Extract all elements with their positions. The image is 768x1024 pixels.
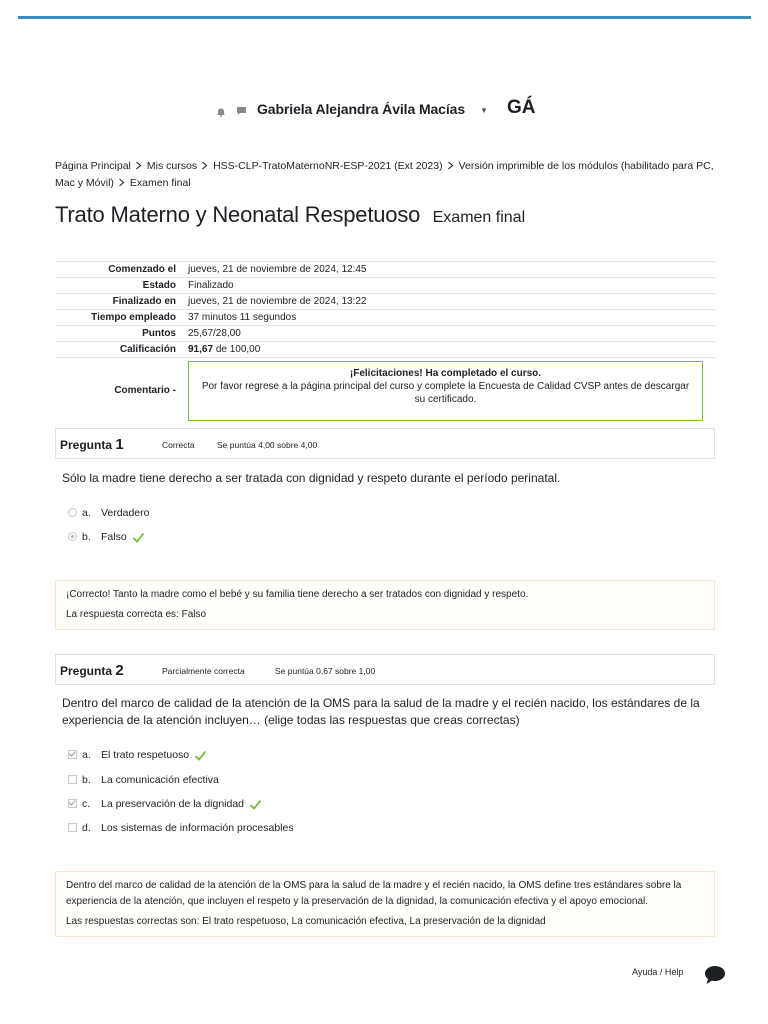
chevron-right-icon [134,161,143,170]
answer-text: El trato respetuoso [101,749,190,761]
help-link[interactable]: Ayuda / Help [632,967,684,977]
feedback-text: Dentro del marco de calidad de la atención de la OMS para la salud de la madre y el recién nacido, la OMS define tres estándares sobre la experiencia de la atención, que incluyen el respeto y la preservación de la dignidad, la comunicación efectiva y el apoyo emocional. [66,880,682,907]
answer-checkbox-checked[interactable] [68,799,77,808]
question-1-answer-a[interactable] [68,507,149,523]
question-2-feedback [55,871,715,937]
state-label: Estado [142,280,176,291]
comment-cell [182,358,715,424]
started-value: jueves, 21 de noviembre de 2024, 12:45 [188,264,367,275]
grade-cell [182,342,715,358]
question-state: Correcta [162,440,195,450]
answer-text: La preservación de la dignidad [101,798,245,810]
question-2-answer-a[interactable] [68,749,207,765]
breadcrumb-course[interactable]: HSS-CLP-TratoMaternoNR-ESP-2021 (Ext 2023) [213,160,443,172]
points-value: 25,67/28,00 [188,328,241,339]
breadcrumb-home[interactable]: Página Principal [55,160,131,172]
top-accent-bar [18,16,751,19]
comment-label: Comentario - [114,385,176,396]
page-title: Trato Materno y Neonatal Respetuoso [55,202,421,227]
question-2-answer-c[interactable] [68,798,262,814]
feedback-text: ¡Correcto! Tanto la madre como el bebé y su familia tiene derecho a ser tratados con dignidad y respeto. [66,589,529,600]
user-menu-name[interactable]: Gabriela Alejandra Ávila Macías [257,101,466,117]
answer-text: Verdadero [101,507,150,519]
answer-text: Los sistemas de información procesables [101,822,294,834]
comment-box [188,361,703,421]
answer-radio[interactable] [68,508,77,517]
started-label: Comenzado el [108,264,176,275]
chevron-right-icon [117,178,126,187]
answer-checkbox[interactable] [68,775,77,784]
breadcrumb-section[interactable]: Versión imprimible de los módulos (habilitado para PC, Mac y Móvil) [55,160,714,189]
check-icon [249,799,262,810]
question-word: Pregunta [60,664,113,678]
answer-letter: c. [82,798,91,810]
chat-icon[interactable] [236,103,247,121]
avatar[interactable]: GÁ [507,97,536,118]
check-icon [132,532,145,543]
summary-row-started [55,262,715,278]
answer-letter: b. [82,774,91,786]
answer-letter: b. [82,531,91,543]
breadcrumb-current[interactable]: Examen final [129,177,191,189]
summary-row-comment [55,358,715,424]
time-label: Tiempo empleado [91,312,176,323]
question-1-text: Sólo la madre tiene derecho a ser tratada con dignidad y respeto durante el período perinatal. [62,471,561,485]
finished-label: Finalizado en [112,296,176,307]
grade-suffix: de 100,00 [215,344,261,355]
chevron-right-icon [446,161,455,170]
comment-text: Por favor regrese a la página principal del curso y complete la Encuesta de Calidad CVSP antes de descargar su certificado. [201,381,690,405]
chevron-right-icon [200,161,209,170]
question-label [60,662,124,679]
chevron-down-icon[interactable]: ▼ [480,106,488,115]
time-value: 37 minutos 11 segundos [188,312,297,323]
attempt-summary-table [55,261,715,423]
summary-row-finished [55,294,715,310]
finished-value: jueves, 21 de noviembre de 2024, 13:22 [188,296,367,307]
summary-row-grade [55,342,715,358]
answer-letter: a. [82,749,91,761]
question-1-feedback [55,580,715,630]
summary-row-time [55,310,715,326]
page-heading [55,202,525,228]
question-grade: Se puntúa 4,00 sobre 4,00 [217,440,318,450]
summary-row-points [55,326,715,342]
check-icon [194,750,207,761]
answer-text: La comunicación efectiva [101,774,219,786]
state-value: Finalizado [188,280,234,291]
breadcrumb [55,158,725,192]
summary-row-state [55,278,715,294]
help-chat-icon[interactable] [703,964,727,991]
answer-checkbox[interactable] [68,823,77,832]
points-label: Puntos [142,328,176,339]
answer-radio-selected[interactable] [68,532,77,541]
right-answer: La respuesta correcta es: Falso [66,609,207,620]
question-word: Pregunta [60,438,113,452]
grade-label: Calificación [119,344,176,355]
answer-checkbox-checked[interactable] [68,750,77,759]
question-2-answer-b[interactable] [68,774,219,790]
breadcrumb-my-courses[interactable]: Mis cursos [146,160,198,172]
comment-title: ¡Felicitaciones! Ha completado el curso. [349,368,542,379]
page-subtitle: Examen final [432,209,526,226]
question-1-header [55,428,715,459]
question-number: 2 [115,662,124,679]
answer-text: Falso [101,531,127,543]
question-number: 1 [115,436,124,453]
grade-value: 91,67 [188,344,214,355]
question-label [60,436,124,453]
question-grade: Se puntúa 0,67 sobre 1,00 [275,666,376,676]
answer-letter: a. [82,507,91,519]
right-answer: Las respuestas correctas son: El trato respetuoso, La comunicación efectiva, La preservación de la dignidad [66,916,546,927]
question-2-text: Dentro del marco de calidad de la atención de la OMS para la salud de la madre y el recién nacido, los estándares de la experiencia de la atención incluyen… (elige todas las respuestas que creas correctas) [62,696,700,727]
question-state: Parcialmente correcta [162,666,245,676]
bell-icon[interactable] [216,104,226,122]
answer-letter: d. [82,822,91,834]
question-2-header [55,654,715,685]
user-navigation [0,97,768,121]
question-2-answer-d[interactable] [68,822,294,838]
question-1-answer-b[interactable] [68,531,145,547]
